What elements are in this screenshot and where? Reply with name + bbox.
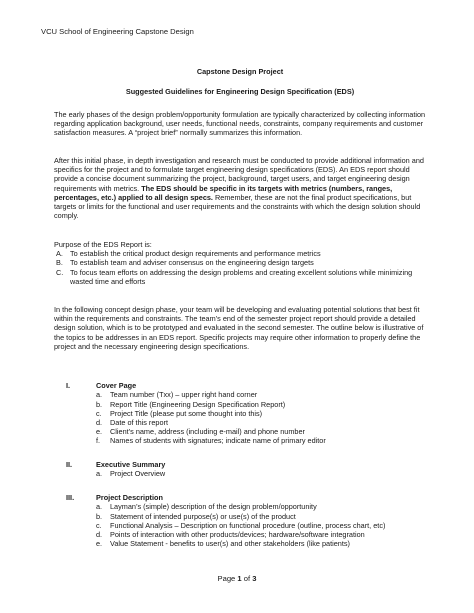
list-item-text: Functional Analysis – Description on functional procedure (outline, process chart, etc) (110, 520, 386, 530)
list-item-text: To focus team efforts on addressing the design problems and creating excellent solutions while minimizing wasted time and efforts (70, 267, 413, 286)
investigation-paragraph (54, 156, 426, 220)
document-title: Capstone Design Project (196, 67, 284, 76)
list-item (96, 539, 426, 548)
section-title: Executive Summary (96, 460, 166, 469)
list-item-text: Statement of intended purpose(s) or use(s) of the product (110, 511, 296, 521)
list-item-text: To establish the critical product design requirements and performance metrics (70, 249, 321, 259)
list-item (96, 469, 426, 478)
section-title: Cover Page (96, 381, 137, 390)
concept-paragraph: In the following concept design phase, your team will be developing and evaluating potential solutions that best fit within the requirements and constraints. The team’s end of the semester project report should provide a detailed design solution, which is to be prototyped and evaluated in the second semester. The outline below is illustrative of the topics to be addresses in an EDS report. Specific projects may require other information to properly define the project and the necessary engineering design specifications. (54, 305, 424, 351)
section-number: III. (66, 493, 75, 502)
list-item (96, 530, 426, 539)
footer-text: Page (217, 574, 238, 583)
list-item-text: Report Title (Engineering Design Specification Report) (110, 399, 286, 409)
purpose-block (54, 240, 426, 286)
paragraph-text: After this initial phase, in depth investigation and research must be conducted to provide additional information and specifics for the project and to formulate target engineering design specifications (EDS). An EDS report should provide a concise document summarizing the project, background, target users, and target engineering design requirements with metrics. (54, 156, 424, 193)
list-marker: f. (96, 436, 101, 446)
list-marker: C. (56, 267, 64, 277)
list-item-text: Date of this report (110, 418, 168, 427)
list-item (96, 427, 426, 436)
page-header: VCU School of Engineering Capstone Design (41, 27, 194, 36)
list-item (96, 418, 426, 427)
list-item (96, 390, 426, 399)
list-item (96, 512, 426, 521)
emphasis-text: The EDS should be specific in its targets with metrics (numbers, ranges, percentages, etc.) applied to all design specs. (54, 183, 393, 202)
total-page-count: 3 (252, 574, 257, 583)
list-item-text: Names of students with signatures; indicate name of primary editor (110, 436, 326, 446)
footer-text: of (241, 574, 253, 583)
list-marker: b. (96, 511, 103, 521)
list-item-text: Value Statement - benefits to user(s) and other stakeholders (like patients) (110, 539, 350, 549)
list-item-text: Layman’s (simple) description of the design problem/opportunity (110, 502, 317, 512)
list-marker: A. (56, 249, 63, 259)
list-item-text: Client’s name, address (including e-mail) and phone number (110, 427, 305, 437)
list-marker: B. (56, 258, 63, 268)
paragraph-text: Remember, these are not the final product specifications, but targets or limits for the functional and user requirements and the constraints with which the design solution should comply. (54, 192, 421, 221)
section-list (96, 502, 426, 548)
intro-paragraph: The early phases of the design problem/opportunity formulation are typically characterized by collecting information regarding application background, user needs, functional needs, constraints, company requirements and customer satisfaction measures. A “project brief” normally summarizes this information. (54, 110, 426, 138)
list-marker: e. (96, 539, 103, 549)
list-item-text: To establish team and adviser consensus on the engineering design targets (70, 258, 314, 268)
list-item (96, 409, 426, 418)
list-item (54, 268, 426, 286)
purpose-list (54, 249, 426, 286)
document-subtitle: Suggested Guidelines for Engineering Design Specification (EDS) (125, 87, 355, 96)
list-item (96, 436, 426, 445)
list-item (96, 502, 426, 511)
list-marker: b. (96, 399, 103, 409)
purpose-intro: Purpose of the EDS Report is: (54, 240, 152, 249)
list-item-text: Team number (Txx) – upper right hand corner (110, 390, 258, 400)
list-marker: d. (96, 418, 103, 427)
list-item-text: Project Overview (110, 469, 166, 479)
list-marker: c. (96, 408, 102, 418)
list-item-text: Project Title (please put some thought into this) (110, 408, 263, 418)
section-title: Project Description (96, 493, 163, 502)
page-footer (0, 574, 474, 583)
section-number: I. (66, 381, 71, 390)
section-number: II. (66, 460, 73, 469)
current-page-number: 1 (237, 574, 242, 583)
section-list (96, 390, 426, 445)
list-item-text: Points of interaction with other products/devices; hardware/software integration (110, 530, 365, 539)
list-marker: a. (96, 502, 103, 512)
list-item (96, 400, 426, 409)
list-marker: e. (96, 427, 103, 437)
list-marker: a. (96, 469, 103, 479)
list-item (96, 521, 426, 530)
list-item (54, 258, 426, 267)
list-marker: a. (96, 390, 103, 400)
list-item (54, 249, 426, 258)
list-marker: d. (96, 530, 103, 539)
section-list (96, 469, 426, 478)
list-marker: c. (96, 520, 102, 530)
